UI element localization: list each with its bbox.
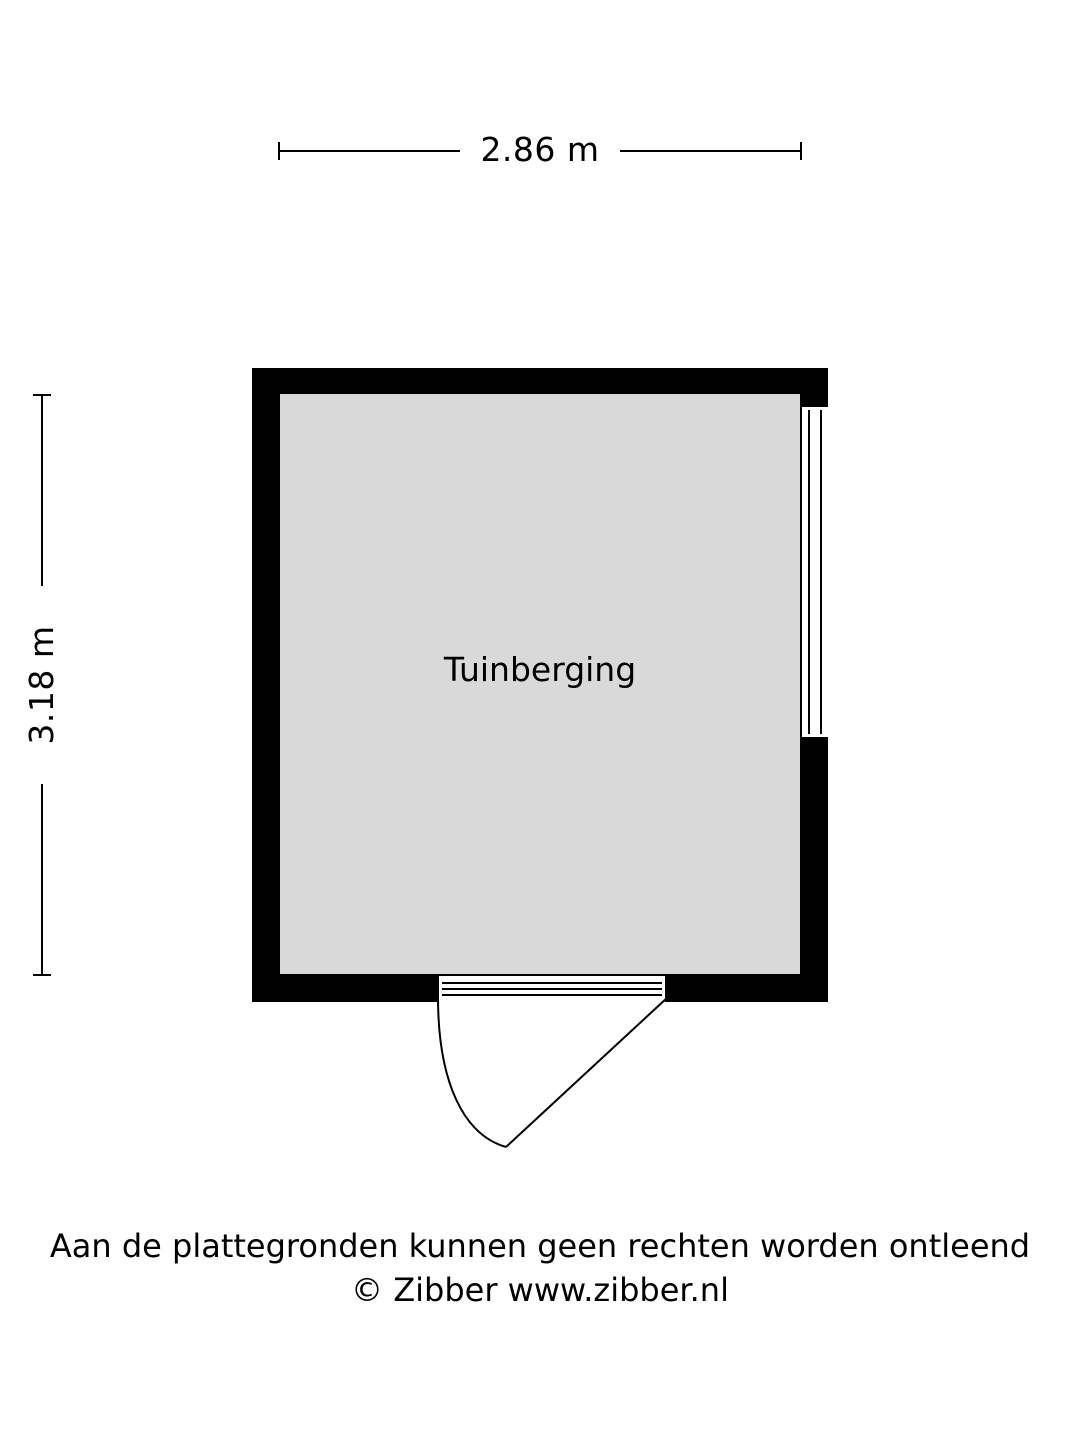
footer-copyright: © Zibber www.zibber.nl	[351, 1271, 729, 1309]
dimension-width-label: 2.86 m	[480, 130, 600, 169]
window-icon	[802, 404, 828, 740]
window-pane-line	[808, 410, 810, 734]
dimension-height	[12, 394, 72, 976]
room-tuinberging	[252, 368, 828, 1002]
door-pane-line	[442, 988, 662, 990]
dimension-width-cap-right	[800, 142, 802, 160]
dimension-height-label: 3.18 m	[22, 625, 61, 745]
dimension-height-cap-bottom	[33, 974, 51, 976]
dimension-width	[278, 128, 802, 172]
dimension-width-line-right	[620, 150, 800, 152]
door-swing-icon	[432, 995, 682, 1165]
footer	[0, 1224, 1080, 1312]
door-pane-line	[442, 982, 662, 984]
window-pane-line	[820, 410, 822, 734]
footer-disclaimer: Aan de plattegronden kunnen geen rechten worden ontleend	[49, 1227, 1031, 1265]
room-label: Tuinberging	[443, 650, 637, 689]
dimension-height-line-bottom	[41, 784, 43, 974]
